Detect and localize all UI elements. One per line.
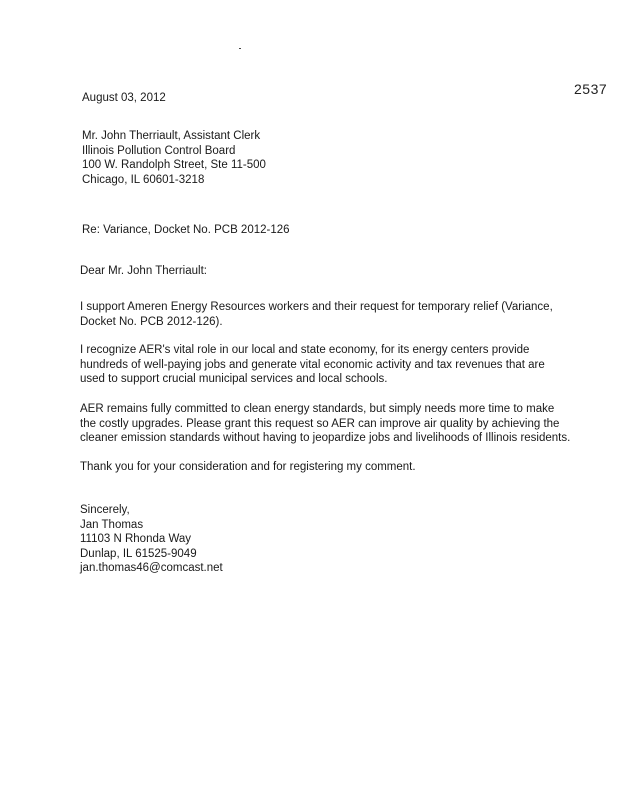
body-paragraph-4 xyxy=(80,460,416,475)
paragraph-line: used to support crucial municipal services and local schools. xyxy=(80,373,388,385)
salutation: Dear Mr. John Therriault: xyxy=(80,265,207,277)
signer-email: jan.thomas46@comcast.net xyxy=(80,562,223,574)
paragraph-line: hundreds of well-paying jobs and generate vital economic activity and tax revenues that are xyxy=(80,358,545,371)
paragraph-line: I support Ameren Energy Resources workers and their request for temporary relief (Variance, xyxy=(80,301,553,313)
recipient-name-line: Mr. John Therriault, Assistant Clerk xyxy=(82,130,261,142)
paragraph-line: cleaner emission standards without having to jeopardize jobs and livelihoods of Illinois residents. xyxy=(80,432,571,444)
recipient-org-line: Illinois Pollution Control Board xyxy=(82,144,236,157)
signer-street: 11103 N Rhonda Way xyxy=(80,533,192,545)
paragraph-line: AER remains fully committed to clean energy standards, but simply needs more time to make xyxy=(80,403,555,415)
paragraph-line: the costly upgrades. Please grant this request so AER can improve air quality by achieving the xyxy=(80,417,560,430)
signer-city: Dunlap, IL 61525-9049 xyxy=(80,547,197,560)
paragraph-line: Thank you for your consideration and for registering my comment. xyxy=(80,461,416,473)
body-paragraph-2 xyxy=(80,343,545,387)
body-paragraph-1 xyxy=(80,300,553,329)
subject-line: Re: Variance, Docket No. PCB 2012-126 xyxy=(82,224,290,236)
body-paragraph-3 xyxy=(80,402,570,446)
closing-line: Sincerely, xyxy=(80,504,130,516)
paragraph-line: Docket No. PCB 2012-126). xyxy=(80,315,223,328)
recipient-street-line: 100 W. Randolph Street, Ste 11-500 xyxy=(82,159,266,171)
paragraph-line: I recognize AER's vital role in our local and state economy, for its energy centers provide xyxy=(80,344,530,356)
signature-block xyxy=(80,503,223,576)
recipient-address xyxy=(82,129,266,187)
page-stamp-number: 2537 xyxy=(574,81,608,97)
letter-date: August 03, 2012 xyxy=(82,92,166,104)
scan-speck xyxy=(239,48,241,49)
signer-name: Jan Thomas xyxy=(80,518,144,531)
recipient-city-line: Chicago, IL 60601-3218 xyxy=(82,173,205,186)
